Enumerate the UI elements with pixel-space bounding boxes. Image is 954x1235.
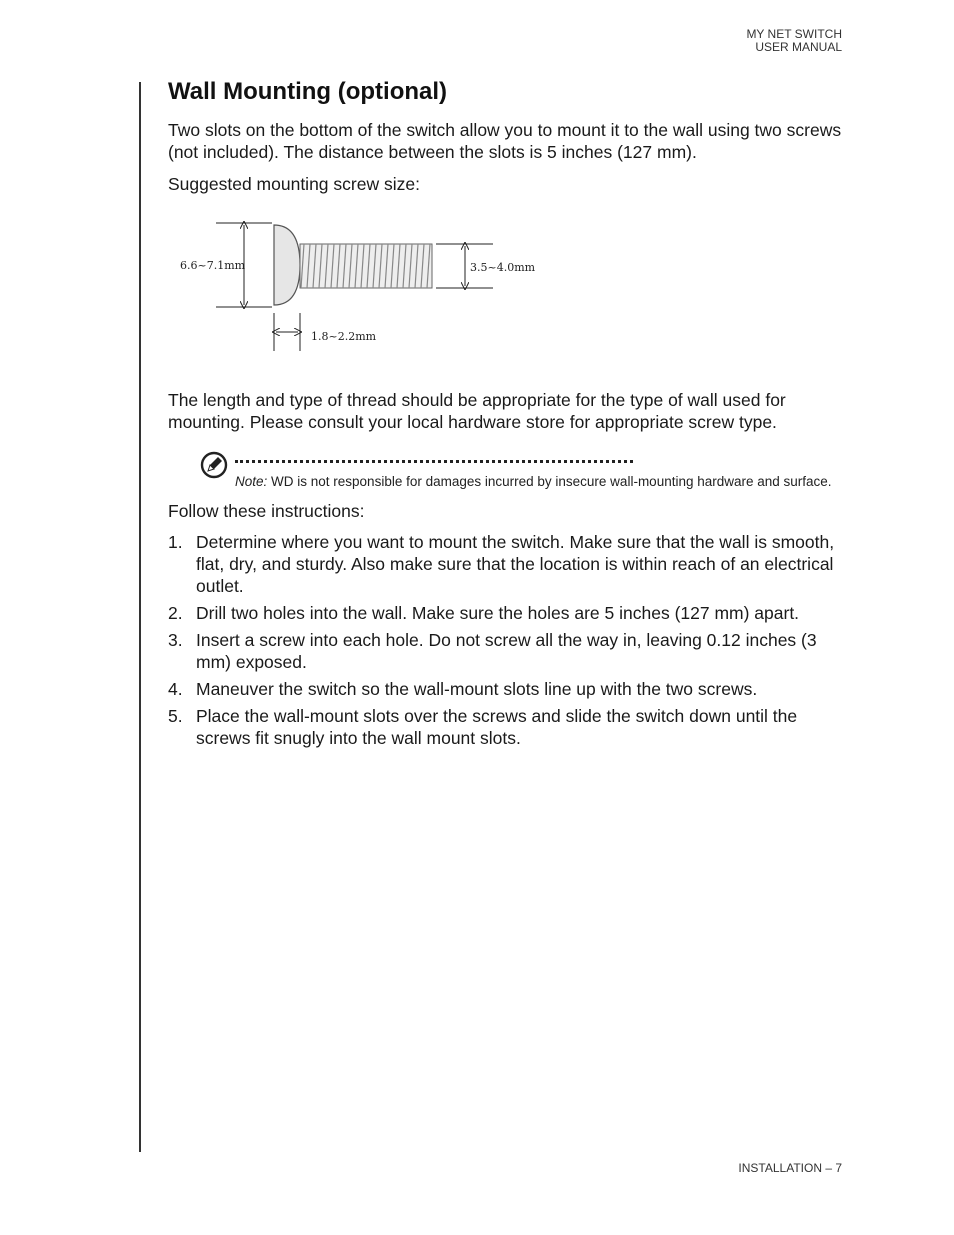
page-header (746, 28, 842, 54)
step-number: 1. (168, 532, 183, 552)
shaft-diameter-label: 3.5~4.0mm (470, 261, 536, 274)
note-icon (200, 451, 228, 479)
follow-instructions-paragraph: Follow these instructions: (168, 501, 365, 521)
step-number: 4. (168, 679, 183, 699)
thread-paragraph: The length and type of thread should be appropriate for the type of wall used for mounting. Please consult your local hardware store for appropriate screw type. (168, 390, 786, 432)
list-item (168, 602, 844, 624)
instruction-list (168, 531, 844, 749)
step-number: 2. (168, 603, 183, 623)
screw-head (274, 225, 300, 305)
step-text: Maneuver the switch so the wall-mount slots line up with the two screws. (196, 679, 758, 699)
step-text: Place the wall-mount slots over the screws and slide the switch down until the screws fit snugly into the wall mount slots. (196, 706, 798, 748)
step-number: 5. (168, 706, 183, 726)
step-text: Drill two holes into the wall. Make sure the holes are 5 inches (127 mm) apart. (196, 603, 800, 623)
list-item (168, 531, 844, 597)
step-text: Determine where you want to mount the switch. Make sure that the wall is smooth, flat, dry, and sturdy. Also make sure that the location is within reach of an electrical outlet. (196, 532, 835, 596)
screw-dimension-diagram (168, 215, 588, 365)
note-dotted-divider (235, 460, 633, 463)
screw-diagram-svg (168, 215, 588, 365)
head-thickness-label: 1.8~2.2mm (311, 330, 377, 343)
page-footer: INSTALLATION – 7 (738, 1161, 842, 1175)
section-title: Wall Mounting (optional) (168, 78, 448, 105)
header-line-manual: USER MANUAL (755, 40, 842, 54)
left-margin-rule (139, 82, 141, 1152)
note-block (168, 449, 844, 495)
head-diameter-label: 6.6~7.1mm (180, 259, 246, 272)
intro-paragraph: Two slots on the bottom of the switch allow you to mount it to the wall using two screws (not included). The distance between the slots is 5 inches (127 mm). (168, 120, 842, 162)
header-line-product: MY NET SWITCH (746, 27, 842, 41)
step-number: 3. (168, 630, 183, 650)
main-content (168, 76, 844, 754)
note-text (235, 474, 832, 490)
note-body: WD is not responsible for damages incurred by insecure wall-mounting hardware and surface. (267, 474, 832, 489)
list-item (168, 678, 844, 700)
screw-size-paragraph: Suggested mounting screw size: (168, 174, 420, 194)
list-item (168, 629, 844, 673)
list-item (168, 705, 844, 749)
step-text: Insert a screw into each hole. Do not screw all the way in, leaving 0.12 inches (3 mm) exposed. (196, 630, 817, 672)
note-label: Note: (235, 474, 268, 489)
